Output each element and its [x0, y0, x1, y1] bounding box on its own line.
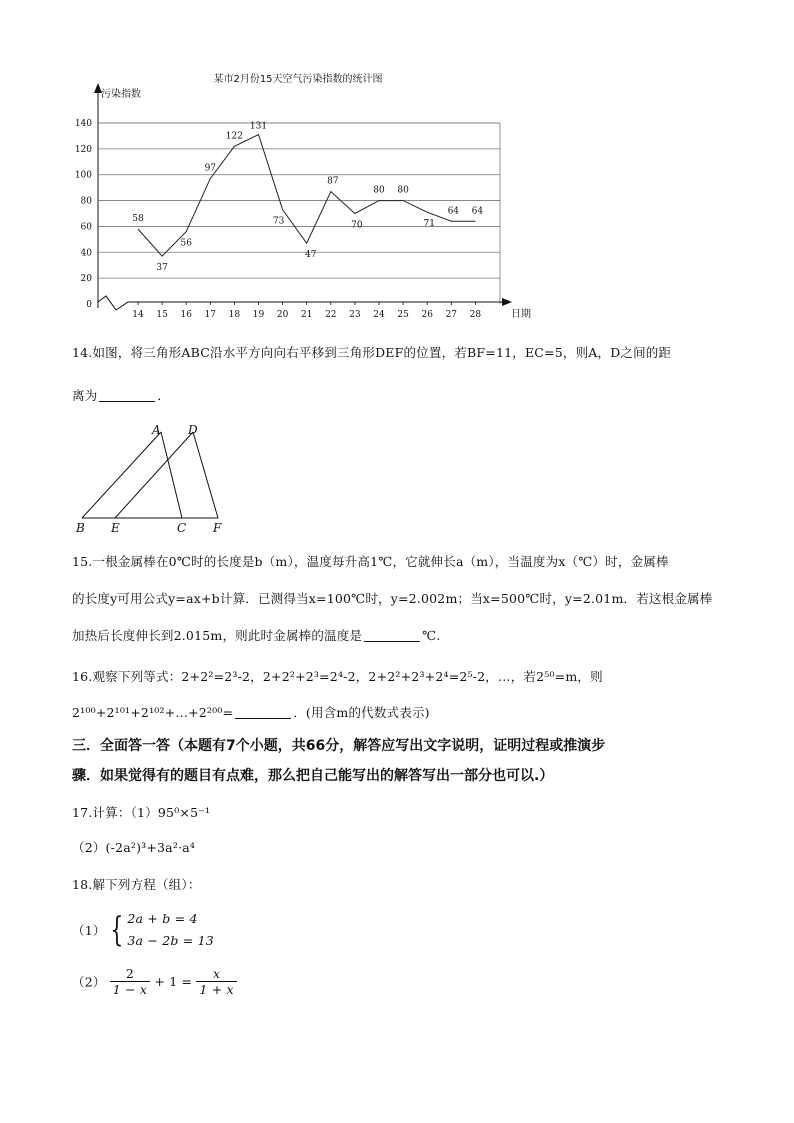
side-de	[115, 432, 193, 518]
data-label-24: 80	[373, 185, 385, 196]
q15-line3-pre: 加热后长度伸长到2.015m，则此时金属棒的温度是	[72, 628, 363, 643]
x-tick-19: 19	[252, 310, 265, 320]
x-axis-line	[98, 296, 504, 310]
q18-part1	[72, 908, 214, 952]
y-axis-title: 污染指数	[101, 89, 141, 100]
q15-line1: 15.一根金属棒在0℃时的长度是b（m），温度每升高1℃，它就伸长a（m），当温度为x（℃）时，金属棒	[72, 554, 669, 569]
data-label-20: 73	[272, 216, 285, 227]
triangle-translation-figure	[70, 420, 240, 540]
q18-part2	[72, 966, 237, 997]
q18-part2-label: （2）	[72, 974, 106, 990]
q15-line3	[72, 626, 441, 644]
data-label-19: 131	[249, 121, 268, 132]
x-axis-title: 日期	[511, 309, 531, 320]
y-tick-60: 60	[80, 222, 92, 233]
side-ac	[161, 432, 182, 518]
q18-part1-label: （1）	[72, 923, 106, 938]
x-axis-arrow-icon	[502, 298, 512, 306]
x-tick-22: 22	[325, 310, 337, 320]
x-tick-26: 26	[421, 310, 433, 320]
x-tick-15: 15	[156, 310, 168, 320]
label-E: E	[111, 521, 120, 535]
equation-system	[127, 908, 214, 952]
y-tick-0: 0	[86, 300, 92, 310]
label-D: D	[188, 423, 198, 437]
q14-answer-blank[interactable]	[99, 389, 155, 403]
chart-title: 某市2月份15天空气污染指数的统计图	[213, 74, 383, 85]
q14-line1: 14.如图，将三角形ABC沿水平方向向右平移到三角形DEF的位置，若BF=11，EC=5，则A，D之间的距	[72, 345, 672, 360]
data-label-16: 56	[180, 238, 192, 249]
y-tick-100: 100	[74, 170, 92, 181]
data-label-27: 64	[447, 206, 460, 217]
data-label-23: 70	[351, 220, 363, 231]
system-brace: {	[109, 910, 124, 950]
q16-line1: 16.观察下列等式：2+2²=2³-2，2+2²+2³=2⁴-2，2+2²+2³+2⁴=2⁵-2，…，若2⁵⁰=m，则	[72, 669, 603, 684]
x-tick-28: 28	[469, 310, 482, 320]
x-tick-14: 14	[132, 310, 144, 320]
fraction-right-den: 1 + x	[199, 982, 234, 997]
side-ab	[82, 432, 161, 518]
equation-2: 3a − 2b = 13	[127, 933, 214, 948]
q14-line2-post: ．	[157, 388, 171, 403]
equation-1: 2a + b = 4	[127, 911, 198, 926]
q17-line1: 17.计算：（1）95⁰×5⁻¹	[72, 805, 211, 820]
fraction-left-den: 1 − x	[112, 982, 148, 997]
label-F: F	[213, 521, 222, 535]
q16-line2	[72, 703, 430, 721]
fraction-left	[110, 966, 150, 997]
fraction-right	[196, 966, 236, 997]
data-label-28: 64	[471, 206, 484, 217]
side-df	[193, 432, 218, 518]
pollution-line-chart	[0, 60, 540, 330]
x-tick-18: 18	[228, 310, 241, 320]
x-tick-16: 16	[180, 310, 192, 320]
y-tick-80: 80	[80, 196, 92, 207]
label-B: B	[76, 521, 85, 535]
data-label-21: 47	[304, 250, 317, 261]
x-tick-23: 23	[349, 310, 361, 320]
x-tick-27: 27	[445, 310, 458, 320]
q18-title: 18.解下列方程（组）：	[72, 877, 201, 892]
label-A: A	[152, 423, 161, 437]
q15-line3-post: ℃.	[422, 628, 441, 643]
fraction-left-num: 2	[110, 966, 150, 982]
data-label-14: 58	[132, 214, 144, 225]
label-C: C	[177, 521, 187, 535]
y-axis-arrow-icon	[94, 83, 102, 93]
y-tick-140: 140	[74, 119, 92, 129]
data-label-17: 97	[204, 163, 217, 174]
x-tick-17: 17	[204, 310, 217, 320]
fraction-right-num: x	[196, 966, 236, 982]
x-tick-24: 24	[373, 310, 385, 320]
section3-heading-line2: 骤．如果觉得有的题目有点难，那么把自己能写出的解答写出一部分也可以.）	[72, 768, 554, 784]
q14-line2	[72, 386, 170, 404]
data-label-25: 80	[397, 185, 409, 196]
pollution-chart	[0, 60, 540, 330]
data-label-15: 37	[156, 263, 168, 274]
y-tick-120: 120	[74, 144, 92, 155]
q15-line2: 的长度y可用公式y=ax+b计算．已测得当x=100℃时，y=2.002m；当x=500℃时，y=2.01m．若这根金属棒	[72, 591, 713, 606]
q16-line2-pre: 2¹⁰⁰+2¹⁰¹+2¹⁰²+…+2²⁰⁰=	[72, 705, 234, 720]
q15-answer-blank[interactable]	[364, 629, 420, 643]
section3-heading-line1: 三．全面答一答（本题有7个小题，共66分，解答应写出文字说明，证明过程或推演步	[72, 738, 606, 754]
equation-middle: + 1 =	[154, 974, 193, 989]
q14-line2-pre: 离为	[72, 388, 98, 403]
x-tick-25: 25	[397, 310, 409, 320]
y-tick-40: 40	[80, 248, 92, 259]
data-label-18: 122	[225, 131, 243, 142]
data-label-26: 71	[423, 219, 435, 230]
x-tick-21: 21	[300, 310, 313, 320]
y-tick-20: 20	[80, 274, 92, 285]
data-label-22: 87	[327, 176, 339, 187]
x-tick-20: 20	[276, 310, 289, 320]
q16-line2-post: ．(用含m的代数式表示)	[293, 705, 430, 720]
q17-line2: （2）(-2a²)³+3a²·a⁴	[72, 840, 196, 855]
q16-answer-blank[interactable]	[235, 706, 291, 720]
